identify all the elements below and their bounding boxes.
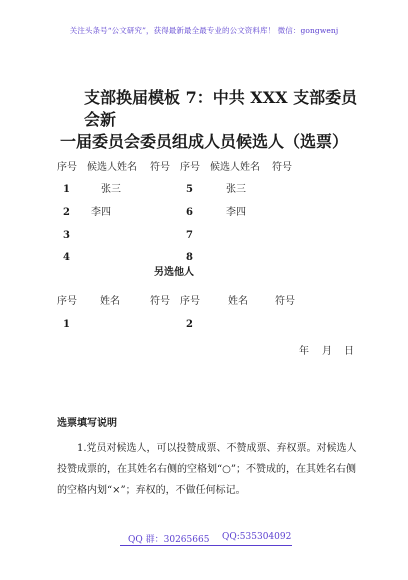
row-no: 1 (63, 184, 70, 195)
candidate-name: 张三 (226, 184, 246, 195)
instructions-paragraph: 1.党员对候选人，可以投赞成票、不赞成票、弃权票。对候选人投赞成票的，在其姓名右侧的空格划“○”；不赞成的，在其姓名右侧的空格内划“×”；弃权的，不做任何标记。 (57, 443, 357, 496)
other-col-header-name-right: 姓名 (228, 296, 248, 307)
row-no: 1 (63, 319, 70, 330)
col-header-no-left: 序号 (57, 162, 77, 173)
date-month: 月 (322, 346, 332, 357)
col-header-name-left: 候选人姓名 (87, 162, 137, 173)
instructions-title: 选票填写说明 (57, 418, 117, 429)
date-day: 日 (344, 346, 354, 357)
candidate-name: 李四 (91, 207, 111, 218)
candidate-name: 李四 (226, 207, 246, 218)
other-col-header-symbol-left: 符号 (150, 296, 170, 307)
row-no: 6 (186, 207, 193, 218)
col-header-symbol-right: 符号 (272, 162, 292, 173)
other-col-header-no-right: 序号 (180, 296, 200, 307)
footer-qq-group: QQ 群：30265665 (128, 535, 210, 545)
row-no: 4 (63, 252, 70, 263)
title-line-1: 支部换届模板 7：中共 XXX 支部委员会新 (84, 88, 358, 129)
col-header-symbol-left: 符号 (150, 162, 170, 173)
other-col-header-name-left: 姓名 (100, 296, 120, 307)
footer-underline (120, 545, 292, 546)
row-no: 8 (186, 252, 193, 263)
row-no: 2 (186, 319, 193, 330)
row-no: 3 (63, 230, 70, 241)
col-header-name-right: 候选人姓名 (210, 162, 260, 173)
other-col-header-no-left: 序号 (57, 296, 77, 307)
other-col-header-symbol-right: 符号 (275, 296, 295, 307)
row-no: 5 (186, 184, 193, 195)
title-line-2: 一届委员会委员组成人员候选人（选票） (60, 132, 349, 151)
footer-qq: QQ:535304092 (222, 532, 292, 542)
row-no: 2 (63, 207, 70, 218)
col-header-no-right: 序号 (180, 162, 200, 173)
header-notice: 关注头条号“公文研究”，获得最新最全最专业的公文资料库！ 微信：gongwenj (69, 26, 339, 35)
candidate-name: 张三 (101, 184, 121, 195)
date-year: 年 (299, 346, 309, 357)
other-section-title: 另选他人 (154, 267, 194, 278)
row-no: 7 (186, 230, 193, 241)
document-title (60, 87, 360, 153)
